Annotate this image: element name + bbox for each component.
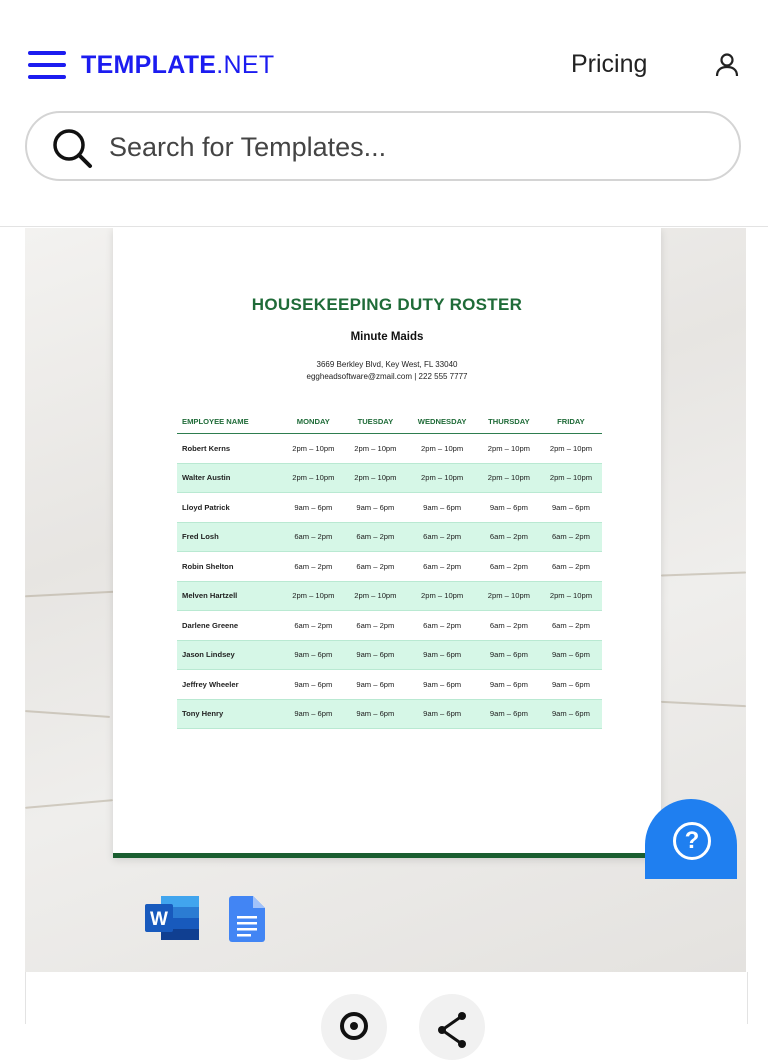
help-question-icon: ?: [673, 822, 711, 860]
marble-vein: [661, 572, 746, 577]
table-row: [177, 670, 602, 700]
shift-cell: 6am – 2pm: [344, 611, 406, 641]
shift-cell: 9am – 6pm: [406, 640, 478, 670]
shift-cell: 6am – 2pm: [478, 611, 540, 641]
shift-cell: 6am – 2pm: [406, 522, 478, 552]
action-bar: [25, 972, 748, 1024]
shift-cell: 9am – 6pm: [478, 670, 540, 700]
logo-suffix-text: .NET: [216, 51, 275, 79]
shift-cell: 2pm – 10pm: [344, 463, 406, 493]
shift-cell: 9am – 6pm: [282, 640, 344, 670]
shift-cell: 2pm – 10pm: [478, 434, 540, 464]
shift-cell: 9am – 6pm: [540, 493, 602, 523]
shift-cell: 2pm – 10pm: [344, 581, 406, 611]
marble-vein: [25, 710, 110, 718]
google-docs-icon[interactable]: [229, 896, 265, 942]
shift-cell: 6am – 2pm: [344, 522, 406, 552]
search-icon[interactable]: [51, 127, 93, 169]
shift-cell: 9am – 6pm: [478, 493, 540, 523]
company-address-block: [113, 359, 661, 383]
search-bar[interactable]: [25, 111, 741, 181]
site-header: [0, 0, 768, 227]
company-address: 3669 Berkley Blvd, Key West, FL 33040: [316, 360, 458, 369]
pinterest-button[interactable]: [321, 994, 387, 1060]
employee-name-cell: Lloyd Patrick: [177, 493, 282, 523]
search-input[interactable]: [109, 127, 709, 167]
table-row: [177, 699, 602, 729]
employee-name-cell: Robert Kerns: [177, 434, 282, 464]
shift-cell: 9am – 6pm: [282, 699, 344, 729]
shift-cell: 9am – 6pm: [478, 640, 540, 670]
site-logo[interactable]: [81, 50, 274, 80]
document-title: HOUSEKEEPING DUTY ROSTER: [251, 295, 523, 314]
shift-cell: 6am – 2pm: [282, 552, 344, 582]
shift-cell: 2pm – 10pm: [478, 463, 540, 493]
column-header-day: TUESDAY: [344, 409, 406, 434]
word-letter: W: [150, 909, 168, 930]
shift-cell: 9am – 6pm: [282, 493, 344, 523]
shift-cell: 6am – 2pm: [406, 552, 478, 582]
shift-cell: 6am – 2pm: [406, 611, 478, 641]
marble-vein: [661, 701, 746, 707]
document-page[interactable]: [113, 228, 661, 858]
table-row: [177, 640, 602, 670]
table-row: [177, 611, 602, 641]
roster-table: [177, 409, 602, 729]
pricing-link[interactable]: Pricing: [571, 50, 648, 78]
shift-cell: 6am – 2pm: [540, 522, 602, 552]
shift-cell: 9am – 6pm: [344, 493, 406, 523]
column-header-day: THURSDAY: [478, 409, 540, 434]
table-row: [177, 522, 602, 552]
pinterest-icon: [338, 1008, 370, 1048]
shift-cell: 2pm – 10pm: [282, 463, 344, 493]
employee-name-cell: Robin Shelton: [177, 552, 282, 582]
shift-cell: 6am – 2pm: [478, 552, 540, 582]
user-icon[interactable]: [714, 52, 740, 78]
shift-cell: 2pm – 10pm: [406, 434, 478, 464]
column-header-employee: EMPLOYEE NAME: [177, 409, 282, 434]
share-icon: [436, 1008, 468, 1048]
hamburger-menu-icon[interactable]: [28, 51, 66, 79]
shift-cell: 2pm – 10pm: [540, 463, 602, 493]
shift-cell: 9am – 6pm: [344, 699, 406, 729]
table-row: [177, 581, 602, 611]
shift-cell: 9am – 6pm: [406, 699, 478, 729]
help-button[interactable]: [645, 799, 737, 879]
company-name: Minute Maids: [350, 331, 424, 343]
shift-cell: 6am – 2pm: [282, 522, 344, 552]
table-row: [177, 493, 602, 523]
document-footer-bar: [113, 853, 661, 858]
shift-cell: 2pm – 10pm: [540, 434, 602, 464]
employee-name-cell: Tony Henry: [177, 699, 282, 729]
employee-name-cell: Jason Lindsey: [177, 640, 282, 670]
shift-cell: 2pm – 10pm: [540, 581, 602, 611]
shift-cell: 6am – 2pm: [282, 611, 344, 641]
marble-vein: [25, 591, 115, 598]
shift-cell: 2pm – 10pm: [478, 581, 540, 611]
shift-cell: 2pm – 10pm: [282, 581, 344, 611]
employee-name-cell: Darlene Greene: [177, 611, 282, 641]
shift-cell: 9am – 6pm: [540, 640, 602, 670]
shift-cell: 9am – 6pm: [282, 670, 344, 700]
shift-cell: 2pm – 10pm: [406, 463, 478, 493]
shift-cell: 2pm – 10pm: [344, 434, 406, 464]
column-header-day: WEDNESDAY: [406, 409, 478, 434]
microsoft-word-icon[interactable]: [145, 896, 201, 940]
shift-cell: 9am – 6pm: [406, 493, 478, 523]
column-header-day: FRIDAY: [540, 409, 602, 434]
marble-vein: [25, 799, 113, 809]
share-button[interactable]: [419, 994, 485, 1060]
employee-name-cell: Jeffrey Wheeler: [177, 670, 282, 700]
table-row: [177, 552, 602, 582]
shift-cell: 6am – 2pm: [478, 522, 540, 552]
shift-cell: 9am – 6pm: [478, 699, 540, 729]
shift-cell: 9am – 6pm: [540, 670, 602, 700]
table-row: [177, 434, 602, 464]
employee-name-cell: Walter Austin: [177, 463, 282, 493]
employee-name-cell: Melven Hartzell: [177, 581, 282, 611]
shift-cell: 2pm – 10pm: [406, 581, 478, 611]
employee-name-cell: Fred Losh: [177, 522, 282, 552]
template-preview-area: [25, 228, 746, 972]
shift-cell: 6am – 2pm: [540, 611, 602, 641]
shift-cell: 6am – 2pm: [344, 552, 406, 582]
roster-header-row: [177, 409, 602, 434]
shift-cell: 9am – 6pm: [344, 640, 406, 670]
company-contact: eggheadsoftware@zmail.com | 222 555 7777: [306, 372, 468, 381]
shift-cell: 2pm – 10pm: [282, 434, 344, 464]
shift-cell: 9am – 6pm: [344, 670, 406, 700]
column-header-day: MONDAY: [282, 409, 344, 434]
shift-cell: 9am – 6pm: [540, 699, 602, 729]
shift-cell: 9am – 6pm: [406, 670, 478, 700]
shift-cell: 6am – 2pm: [540, 552, 602, 582]
logo-bold-text: TEMPLATE: [81, 51, 217, 79]
table-row: [177, 463, 602, 493]
